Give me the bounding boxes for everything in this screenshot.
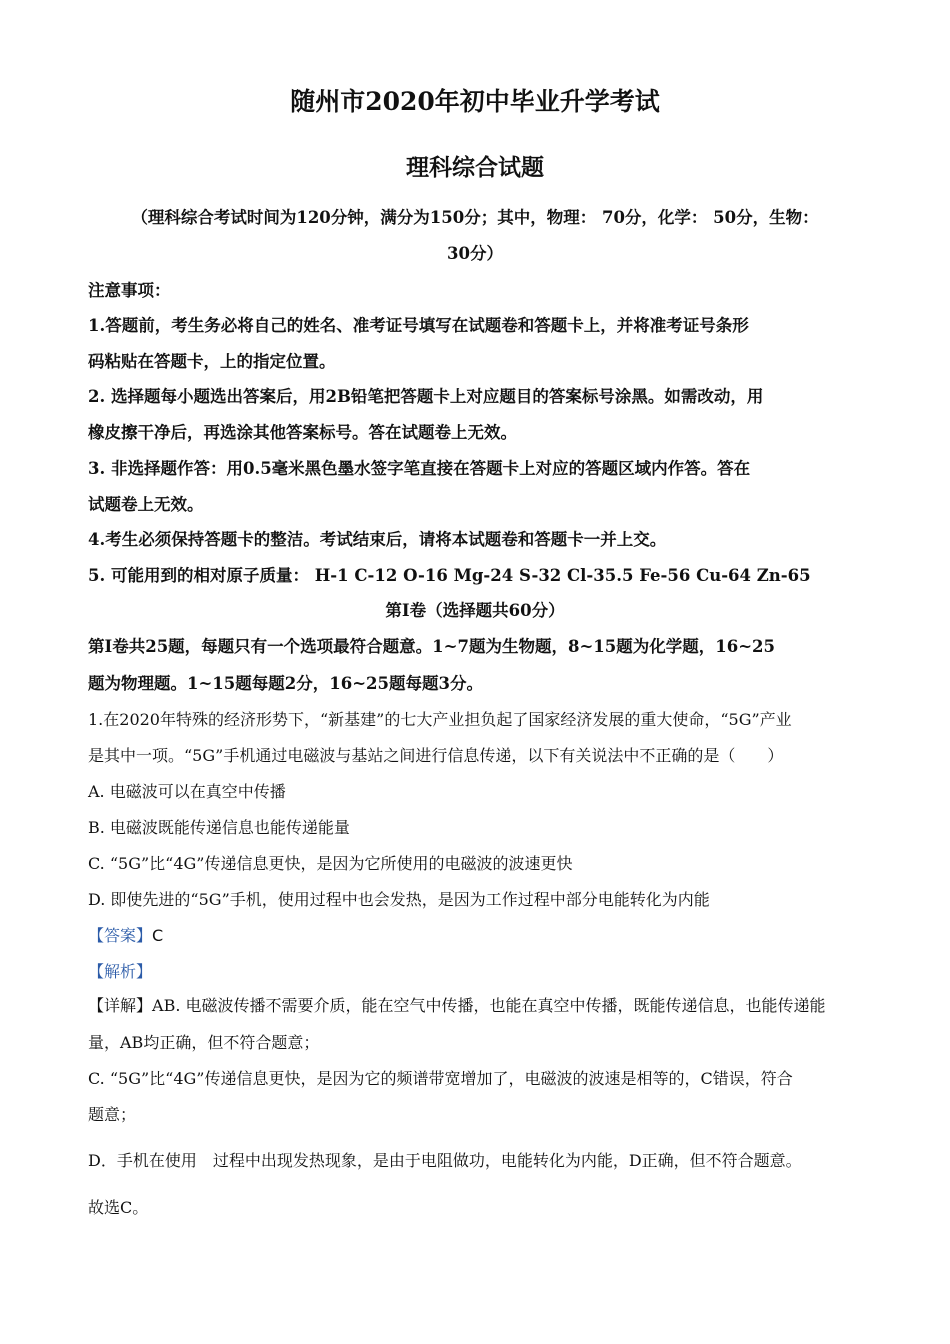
detail-c-line2: 题意； bbox=[88, 1105, 137, 1124]
option-d: D. 即使先进的“5G”手机，使用过程中也会发热，是因为工作过程中部分电能转化为内能 bbox=[88, 890, 710, 909]
note-line: 3. 非选择题作答：用0.5毫米黑色墨水签字笔直接在答题卡上对应的答题区域内作答。答在 bbox=[88, 459, 751, 478]
question-stem-line1: 1.在2020年特殊的经济形势下，“新基建”的七大产业担负起了国家经济发展的重大使命，“5G”产业 bbox=[88, 710, 792, 729]
exam-title: 随州市2020年初中毕业升学考试 bbox=[290, 87, 660, 116]
option-c: C. “5G”比“4G”传递信息更快，是因为它所使用的电磁波的波速更快 bbox=[88, 854, 573, 873]
analysis-tag: 【解析】 bbox=[88, 962, 153, 981]
section-desc-line1: 第I卷共25题，每题只有一个选项最符合题意。1~7题为生物题，8~15题为化学题，16~25 bbox=[88, 637, 775, 656]
note-line: 4.考生必须保持答题卡的整洁。考试结束后，请将本试题卷和答题卡一并上交。 bbox=[88, 530, 667, 549]
note-line: 码粘贴在答题卡，上的指定位置。 bbox=[88, 352, 336, 371]
note-line: 试题卷上无效。 bbox=[88, 495, 204, 514]
option-a: A. 电磁波可以在真空中传播 bbox=[88, 782, 286, 801]
answer-line bbox=[88, 925, 163, 947]
detail-line2: 量，AB均正确，但不符合题意； bbox=[88, 1033, 320, 1052]
option-b: B. 电磁波既能传递信息也能传递能量 bbox=[88, 818, 350, 837]
exam-subtitle: 理科综合试题 bbox=[406, 154, 544, 181]
exam-info-line1: （理科综合考试时间为120分钟，满分为150分；其中，物理： 70分，化学： 50分，生物： bbox=[131, 208, 819, 227]
note-line: 1.答题前，考生务必将自己的姓名、准考证号填写在试题卷和答题卡上，并将准考证号条形 bbox=[88, 316, 749, 335]
answer-value: C bbox=[152, 926, 164, 945]
exam-info-line2: 30分） bbox=[447, 244, 503, 263]
detail-text: AB. 电磁波传播不需要介质，能在空气中传播，也能在真空中传播，既能传递信息，也能传递能 bbox=[152, 996, 826, 1015]
section-desc-line2: 题为物理题。1~15题每题2分，16~25题每题3分。 bbox=[88, 674, 483, 693]
detail-line1 bbox=[88, 995, 826, 1017]
note-line: 2. 选择题每小题选出答案后，用2B铅笔把答题卡上对应题目的答案标号涂黑。如需改动，用 bbox=[88, 387, 764, 406]
detail-d-line: D．手机在使用 过程中出现发热现象，是由于电阻做功，电能转化为内能，D正确，但不符合题意。 bbox=[88, 1151, 802, 1170]
notes-heading: 注意事项： bbox=[88, 281, 171, 300]
section-title: 第I卷（选择题共60分） bbox=[385, 601, 565, 620]
note-line: 橡皮擦干净后，再选涂其他答案标号。答在试题卷上无效。 bbox=[88, 423, 517, 442]
conclusion-line: 故选C。 bbox=[88, 1198, 149, 1217]
question-stem-line2: 是其中一项。“5G”手机通过电磁波与基站之间进行信息传递，以下有关说法中不正确的是（ ） bbox=[88, 746, 784, 765]
detail-c-line1: C. “5G”比“4G”传递信息更快，是因为它的频谱带宽增加了，电磁波的波速是相等的，C错误，符合 bbox=[88, 1069, 793, 1088]
note-line-atomic-masses: 5. 可能用到的相对原子质量： H-1 C-12 O-16 Mg-24 S-32 Cl-35.5 Fe-56 Cu-64 Zn-65 bbox=[88, 566, 811, 585]
answer-tag: 【答案】 bbox=[88, 926, 153, 945]
detail-tag: 【详解】 bbox=[88, 996, 153, 1015]
